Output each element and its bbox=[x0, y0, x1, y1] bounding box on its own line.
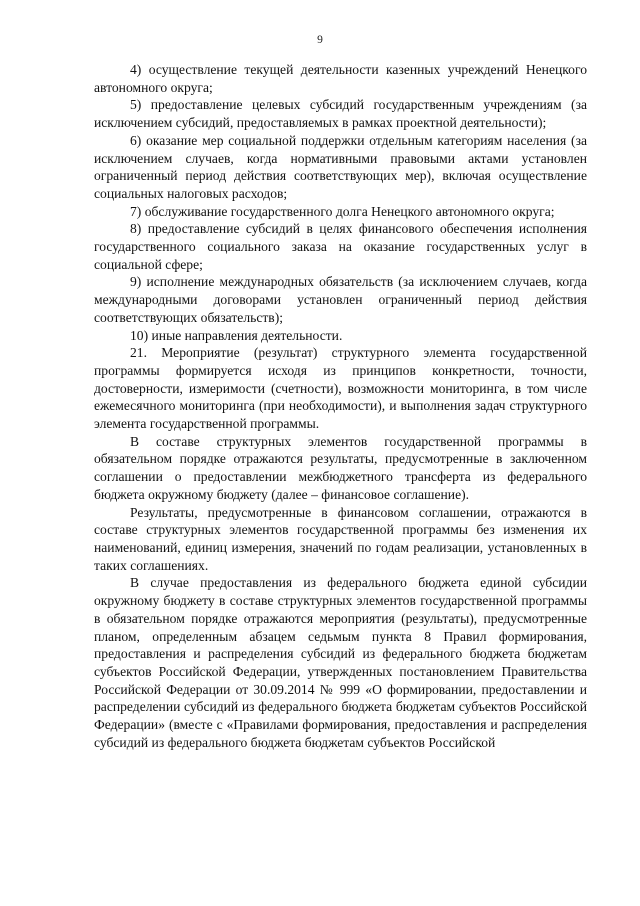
paragraph-item-5: 5) предоставление целевых субсидий государственным учреждениям (за исключением субсидий, предоставляемых в рамках проектной деятельности); bbox=[94, 97, 587, 131]
paragraph-results-in-structure: В составе структурных элементов государственной программы в обязательном порядке отражаются результаты, предусмотренные в заключенном соглашении о предоставлении межбюджетного трансферта из федерального бюджета окружному бюджету (далее – финансовое соглашение). bbox=[94, 433, 587, 502]
document-body bbox=[94, 61, 587, 751]
paragraph-unified-subsidy: В случае предоставления из федерального бюджета единой субсидии окружному бюджету в составе структурных элементов государственной программы в обязательном порядке отражаются мероприятия (результаты), предусмотренные планом, определенным абзацем седьмым пункта 8 Правил формирования, предоставления и распределения субсидий из федерального бюджета бюджетам субъектов Российской Федерации, утвержденных постановлением Правительства Российской Федерации от 30.09.2014 № 999 «О формировании, предоставлении и распределении субсидий из федерального бюджета бюджетам субъектов Российской Федерации» (вместе с «Правилами формирования, предоставления и распределения субсидий из федерального бюджета бюджетам субъектов Российской bbox=[94, 575, 587, 750]
paragraph-results-in-financial-agreement: Результаты, предусмотренные в финансовом соглашении, отражаются в составе структурных элементов государственной программы без изменения их наименований, единиц измерения, значений по годам реализации, установленных в таких соглашениях. bbox=[94, 504, 587, 573]
paragraph-item-6: 6) оказание мер социальной поддержки отдельным категориям населения (за исключением случаев, когда нормативными правовыми актами установлен ограниченный период действия соответствующих мер), включая осуществление социальных налоговых расходов; bbox=[94, 132, 587, 201]
paragraph-item-9: 9) исполнение международных обязательств (за исключением случаев, когда международными договорами установлен ограниченный период действия соответствующих обязательств); bbox=[94, 274, 587, 325]
paragraph-item-7: 7) обслуживание государственного долга Ненецкого автономного округа; bbox=[130, 203, 555, 219]
paragraph-item-4: 4) осуществление текущей деятельности казенных учреждений Ненецкого автономного округа; bbox=[94, 62, 587, 95]
paragraph-item-8: 8) предоставление субсидий в целях финансового обеспечения исполнения государственного социального заказа на оказание государственных услуг в социальной сфере; bbox=[94, 221, 587, 272]
paragraph-clause-21: 21. Мероприятие (результат) структурного элемента государственной программы формируется исходя из принципов конкретности, точности, достоверности, измеримости (счетности), возможности мониторинга, в том числе ежемесячного мониторинга (при необходимости), и выполнения задач структурного элемента государственной программы. bbox=[94, 345, 587, 432]
page-number: 9 bbox=[317, 34, 323, 46]
paragraph-item-10: 10) иные направления деятельности. bbox=[130, 327, 343, 343]
